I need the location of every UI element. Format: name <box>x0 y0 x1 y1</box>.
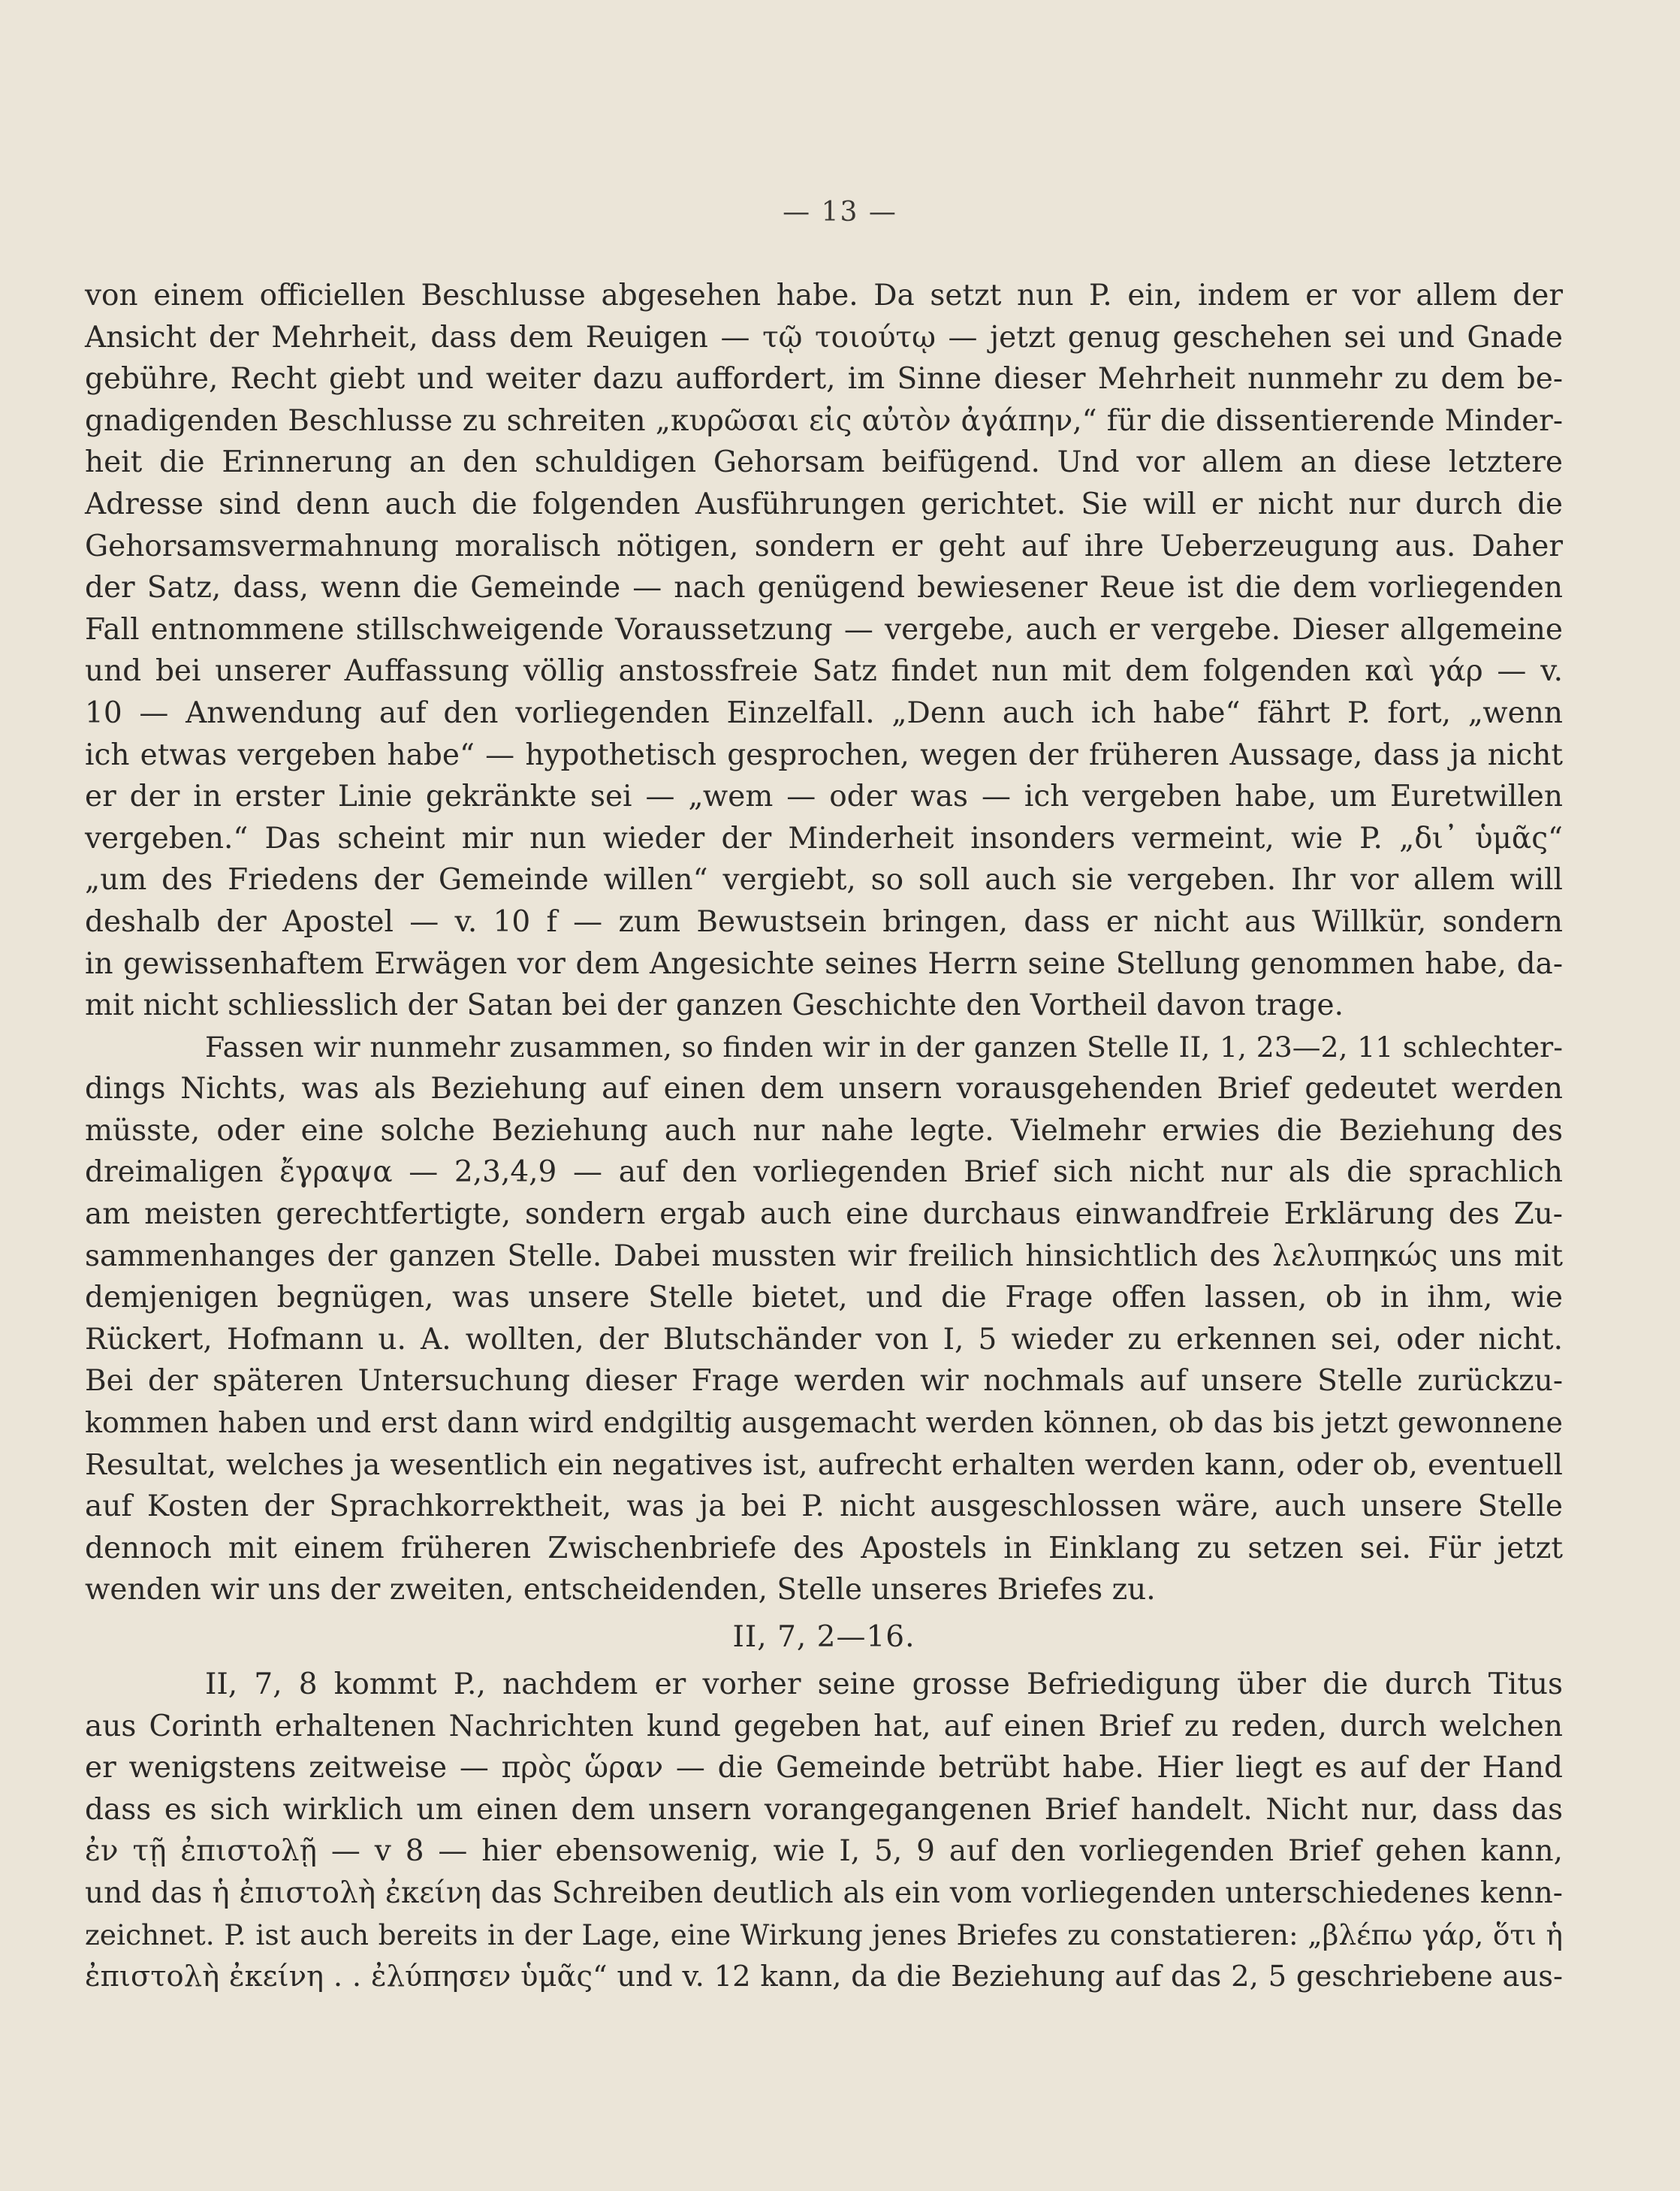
text-line: Fassen wir nunmehr zusammen, so finden wir in der ganzen Stelle II, 1, 23—2, 11 schlechter- <box>205 1030 1563 1064</box>
text-line: Ansicht der Mehrheit, dass dem Reuigen — τῷ τοιούτῳ — jetzt genug geschehen sei und Gnade <box>85 320 1563 355</box>
text-line: ἐν τῇ ἐπιστολῇ — v 8 — hier ebensowenig, wie I, 5, 9 auf den vorliegenden Brief gehen kann, <box>85 1834 1563 1869</box>
text-line: vergeben.“ Das scheint mir nun wieder der Minderheit insonders vermeint, wie P. „δι᾽ ὑμᾶς“ <box>85 821 1563 856</box>
text-line: „um des Friedens der Gemeinde willen“ vergiebt, so soll auch sie vergeben. Ihr vor allem will <box>85 863 1563 898</box>
text-line: Resultat, welches ja wesentlich ein negatives ist, aufrecht erhalten werden kann, oder ob, eventuell <box>85 1447 1563 1482</box>
text-line: II, 7, 8 kommt P., nachdem er vorher seine grosse Befriedigung über die durch Titus <box>205 1667 1563 1701</box>
text-line: sammenhanges der ganzen Stelle. Dabei mussten wir freilich hinsichtlich des λελυπηκώς uns mit <box>85 1239 1563 1273</box>
text-line: Rückert, Hofmann u. A. wollten, der Blutschänder von I, 5 wieder zu erkennen sei, oder nicht. <box>85 1322 1563 1357</box>
text-line: demjenigen begnügen, was unsere Stelle bietet, und die Frage offen lassen, ob in ihm, wie <box>85 1281 1563 1315</box>
text-line: von einem officiellen Beschlusse abgesehen habe. Da setzt nun P. ein, indem er vor allem der <box>85 279 1563 312</box>
section-heading: II, 7, 2—16. <box>732 1620 915 1654</box>
page-number: — 13 — <box>783 197 897 228</box>
text-line: Adresse sind denn auch die folgenden Ausführungen gerichtet. Sie will er nicht nur durch die <box>85 487 1563 521</box>
text-line: dass es sich wirklich um einen dem unsern vorangegangenen Brief handelt. Nicht nur, dass das <box>85 1792 1563 1827</box>
text-line: in gewissenhaftem Erwägen vor dem Angesichte seines Herrn seine Stellung genommen habe, da- <box>85 946 1563 981</box>
text-line: heit die Erinnerung an den schuldigen Gehorsam beifügend. Und vor allem an diese letztere <box>85 445 1563 480</box>
text-line: 10 — Anwendung auf den vorliegenden Einzelfall. „Denn auch ich habe“ fährt P. fort, „wenn <box>85 696 1563 730</box>
text-line: müsste, oder eine solche Beziehung auch nur nahe legte. Vielmehr erwies die Beziehung des <box>85 1113 1563 1148</box>
text-line: Gehorsamsvermahnung moralisch nötigen, sondern er geht auf ihre Ueberzeugung aus. Daher <box>85 529 1563 563</box>
text-line: mit nicht schliesslich der Satan bei der ganzen Geschichte den Vortheil davon trage. <box>85 988 1344 1023</box>
text-line: er der in erster Linie gekränkte sei — „wem — oder was — ich vergeben habe, um Euretwillen <box>85 780 1563 814</box>
text-line: und das ἡ ἐπιστολὴ ἐκείνη das Schreiben deutlich als ein vom vorliegenden unterschiedenes kenn- <box>85 1876 1563 1910</box>
body-text <box>85 275 1563 1998</box>
text-line: Bei der späteren Untersuchung dieser Frage werden wir nochmals auf unsere Stelle zurückzu- <box>85 1364 1563 1399</box>
text-line: und bei unserer Auffassung völlig anstossfreie Satz findet nun mit dem folgenden καὶ γάρ — v. <box>85 654 1563 689</box>
text-line: ἐπιστολὴ ἐκείνη . . ἐλύπησεν ὑμᾶς“ und v. 12 kann, da die Beziehung auf das 2, 5 geschriebene aus- <box>85 1960 1563 1994</box>
text-line: dings Nichts, was als Beziehung auf einen dem unsern vorausgehenden Brief gedeutet werden <box>85 1072 1563 1106</box>
text-line: der Satz, dass, wenn die Gemeinde — nach genügend bewiesener Reue ist die dem vorliegenden <box>85 571 1563 605</box>
text-line: deshalb der Apostel — v. 10 f — zum Bewustsein bringen, dass er nicht aus Willkür, sondern <box>85 904 1563 939</box>
text-line: gebühre, Recht giebt und weiter dazu auffordert, im Sinne dieser Mehrheit nunmehr zu dem be- <box>85 362 1563 397</box>
text-line: dreimaligen ἔγραψα — 2,3,4,9 — auf den vorliegenden Brief sich nicht nur als die sprachlich <box>85 1155 1563 1190</box>
text-line: aus Corinth erhaltenen Nachrichten kund gegeben hat, auf einen Brief zu reden, durch welchen <box>85 1709 1563 1743</box>
text-line: am meisten gerechtfertigte, sondern ergab auch eine durchaus einwandfreie Erklärung des Zu- <box>85 1197 1563 1232</box>
text-line: wenden wir uns der zweiten, entscheidenden, Stelle unseres Briefes zu. <box>85 1573 1156 1607</box>
text-line: auf Kosten der Sprachkorrektheit, was ja bei P. nicht ausgeschlossen wäre, auch unsere Stelle <box>85 1489 1563 1524</box>
text-line: zeichnet. P. ist auch bereits in der Lage, eine Wirkung jenes Briefes zu constatieren: „βλέπω γάρ, ὅτι ἡ <box>85 1918 1563 1951</box>
text-line: kommen haben und erst dann wird endgiltig ausgemacht werden können, ob das bis jetzt gewonnene <box>85 1406 1563 1440</box>
text-line: dennoch mit einem früheren Zwischenbriefe des Apostels in Einklang zu setzen sei. Für jetzt <box>85 1531 1563 1565</box>
text-line: er wenigstens zeitweise — πρὸς ὥραν — die Gemeinde betrübt habe. Hier liegt es auf der Hand <box>85 1751 1563 1785</box>
paragraph-1 <box>85 275 1563 1027</box>
text-line: gnadigenden Beschlusse zu schreiten „κυρῶσαι εἰς αὐτὸν ἀγάπην,“ für die dissentierende Minder- <box>85 403 1563 438</box>
paragraph-2 <box>85 1027 1563 1611</box>
text-line: ich etwas vergeben habe“ — hypothetisch gesprochen, wegen der früheren Aussage, dass ja nicht <box>85 738 1563 772</box>
paragraph-3 <box>85 1664 1563 1998</box>
text-line: Fall entnommene stillschweigende Voraussetzung — vergebe, auch er vergebe. Dieser allgemeine <box>85 612 1563 647</box>
